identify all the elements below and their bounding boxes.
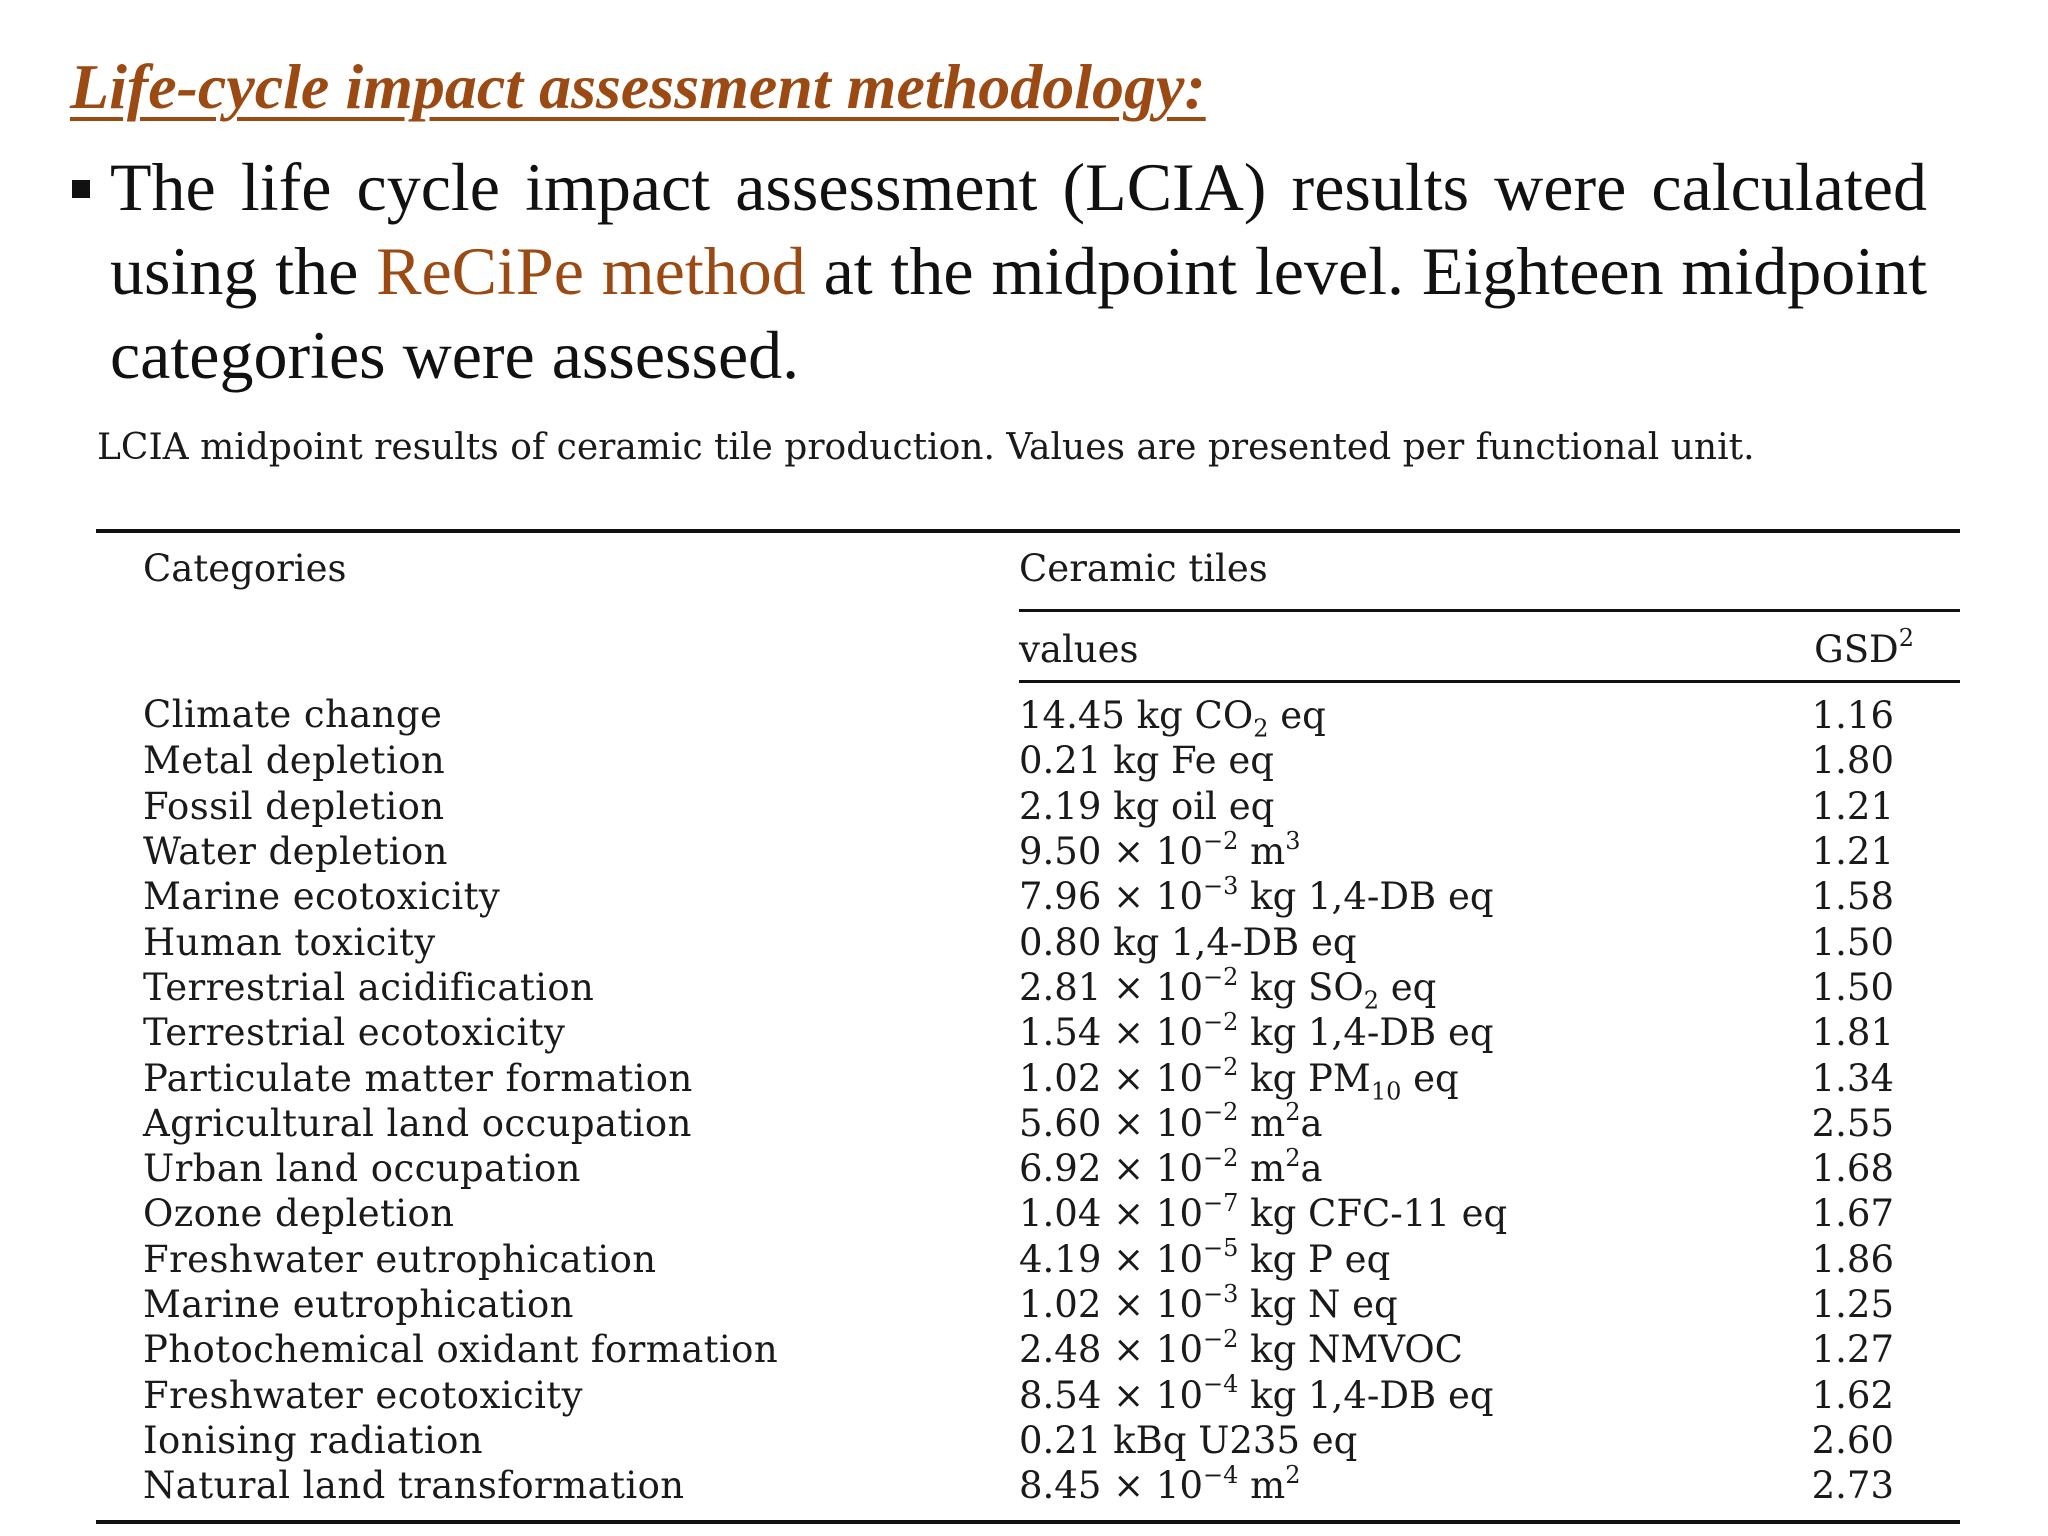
table-row bbox=[96, 1055, 1960, 1100]
bullet-square-icon bbox=[72, 180, 90, 198]
gsd-cell: 1.34 bbox=[1811, 1056, 1894, 1100]
gsd-cell: 1.50 bbox=[1811, 965, 1894, 1009]
header-values: values bbox=[1019, 611, 1745, 682]
category-cell: Fossil depletion bbox=[143, 784, 445, 828]
category-cell: Marine ecotoxicity bbox=[143, 875, 501, 919]
value-cell: $5.60 \times 10^{-2}$ $m^2a$ bbox=[1019, 1098, 1323, 1145]
category-cell: Marine eutrophication bbox=[143, 1283, 574, 1326]
table-caption: LCIA midpoint results of ceramic tile production. Values are presented per functional unit. bbox=[97, 427, 1755, 468]
value-cell: 0.80 kg 1,4-DB eq bbox=[1019, 920, 1357, 964]
value-cell: 2.19 kg oil eq bbox=[1019, 784, 1275, 828]
table-row bbox=[96, 1463, 1960, 1522]
value-cell: $8.45 \times 10^{-4}$ $m^2$ bbox=[1019, 1460, 1301, 1508]
value-cell: $2.81 \times 10^{-2}$ kg $SO_2$ eq bbox=[1019, 962, 1437, 1015]
category-cell: Water depletion bbox=[143, 830, 448, 874]
table-header bbox=[96, 531, 1960, 682]
table-row bbox=[96, 1372, 1960, 1417]
value-cell: $6.92 \times 10^{-2}$ $m^2a$ bbox=[1019, 1143, 1323, 1191]
gsd-cell: 1.62 bbox=[1811, 1373, 1894, 1417]
category-cell: Freshwater eutrophication bbox=[143, 1237, 657, 1281]
category-cell: Freshwater ecotoxicity bbox=[143, 1373, 583, 1417]
category-cell: Ionising radiation bbox=[143, 1418, 483, 1462]
gsd-cell: 1.25 bbox=[1811, 1283, 1894, 1326]
gsd-cell: 2.73 bbox=[1811, 1464, 1894, 1508]
gsd-cell: 1.50 bbox=[1811, 920, 1894, 964]
value-cell: $7.96 \times 10^{-3}$ kg 1,4-DB eq bbox=[1019, 872, 1494, 919]
table-row bbox=[96, 1010, 1960, 1055]
value-cell: $1.02 \times 10^{-2}$ kg $PM_{10}$ eq bbox=[1019, 1053, 1459, 1105]
table-row bbox=[96, 919, 1960, 964]
table-row bbox=[96, 1237, 1960, 1282]
gsd-cell: 1.67 bbox=[1811, 1192, 1894, 1236]
gsd-cell: 2.55 bbox=[1811, 1101, 1894, 1145]
bullet-text bbox=[72, 145, 1927, 397]
category-cell: Ozone depletion bbox=[143, 1192, 455, 1236]
bullet-point bbox=[72, 145, 1927, 397]
value-cell: $4.19 \times 10^{-5}$ kg P eq bbox=[1019, 1234, 1391, 1281]
value-cell: 14.45 kg $CO_2$ eq bbox=[1019, 694, 1326, 743]
table-row bbox=[96, 738, 1960, 783]
table-row bbox=[96, 1418, 1960, 1463]
category-cell: Human toxicity bbox=[143, 920, 436, 964]
category-cell: Metal depletion bbox=[143, 739, 446, 783]
table-row bbox=[96, 1101, 1960, 1146]
table-row bbox=[96, 1191, 1960, 1236]
header-ceramic-tiles: Ceramic tiles bbox=[1019, 531, 1960, 611]
table-row bbox=[96, 784, 1960, 829]
gsd-cell: 1.21 bbox=[1811, 784, 1894, 828]
gsd-cell: 1.81 bbox=[1811, 1011, 1894, 1055]
value-cell: $1.02 \times 10^{-3}$ kg N eq bbox=[1019, 1279, 1398, 1326]
value-cell: 0.21 kBq U235 eq bbox=[1019, 1418, 1358, 1462]
gsd-cell: 1.16 bbox=[1811, 694, 1894, 738]
recipe-method-highlight: ReCiPe method bbox=[376, 233, 806, 309]
gsd-cell: 1.58 bbox=[1811, 875, 1894, 919]
category-cell: Terrestrial acidification bbox=[143, 965, 595, 1009]
category-cell: Urban land occupation bbox=[143, 1147, 581, 1191]
gsd-cell: 2.60 bbox=[1811, 1418, 1894, 1462]
table-row bbox=[96, 874, 1960, 919]
value-cell: $1.54 \times 10^{-2}$ kg 1,4-DB eq bbox=[1019, 1007, 1494, 1055]
table-row bbox=[96, 965, 1960, 1010]
table-body bbox=[96, 682, 1960, 1523]
gsd-cell: 1.27 bbox=[1811, 1328, 1894, 1372]
value-cell: $8.54 \times 10^{-4}$ kg 1,4-DB eq bbox=[1019, 1370, 1494, 1417]
table-row bbox=[96, 682, 1960, 739]
lcia-table-container bbox=[96, 529, 1960, 1524]
category-cell: Climate change bbox=[143, 693, 443, 737]
value-cell: $9.50 \times 10^{-2}$ $m^3$ bbox=[1019, 826, 1301, 874]
category-cell: Photochemical oxidant formation bbox=[143, 1328, 779, 1372]
table-row bbox=[96, 1146, 1960, 1191]
lcia-results-table bbox=[96, 529, 1960, 1524]
gsd-cell: 1.68 bbox=[1811, 1147, 1894, 1191]
bullet-text-after: at the midpoint level. Eighteen midpoint categories were assessed. bbox=[110, 233, 1927, 393]
gsd-cell: 1.86 bbox=[1811, 1237, 1894, 1281]
header-categories: Categories bbox=[143, 547, 347, 590]
table-row bbox=[96, 829, 1960, 874]
table-row bbox=[96, 1282, 1960, 1327]
bullet-text-before: The life cycle impact assessment (LCIA) results were calculated using the bbox=[110, 149, 1927, 309]
header-gsd: GSD$^2$ bbox=[1745, 611, 1960, 682]
gsd-cell: 1.80 bbox=[1811, 739, 1894, 783]
value-cell: $1.04 \times 10^{-7}$ kg CFC-11 eq bbox=[1019, 1189, 1508, 1236]
slide-title: Life-cycle impact assessment methodology: bbox=[70, 51, 1206, 122]
category-cell: Terrestrial ecotoxicity bbox=[143, 1011, 566, 1055]
value-cell: $2.48 \times 10^{-2}$ kg NMVOC bbox=[1019, 1324, 1463, 1372]
table-row bbox=[96, 1327, 1960, 1372]
gsd-cell: 1.21 bbox=[1811, 830, 1894, 874]
category-cell: Particulate matter formation bbox=[143, 1056, 693, 1100]
value-cell: 0.21 kg Fe eq bbox=[1019, 739, 1274, 783]
category-cell: Agricultural land occupation bbox=[143, 1101, 692, 1145]
category-cell: Natural land transformation bbox=[143, 1464, 685, 1508]
